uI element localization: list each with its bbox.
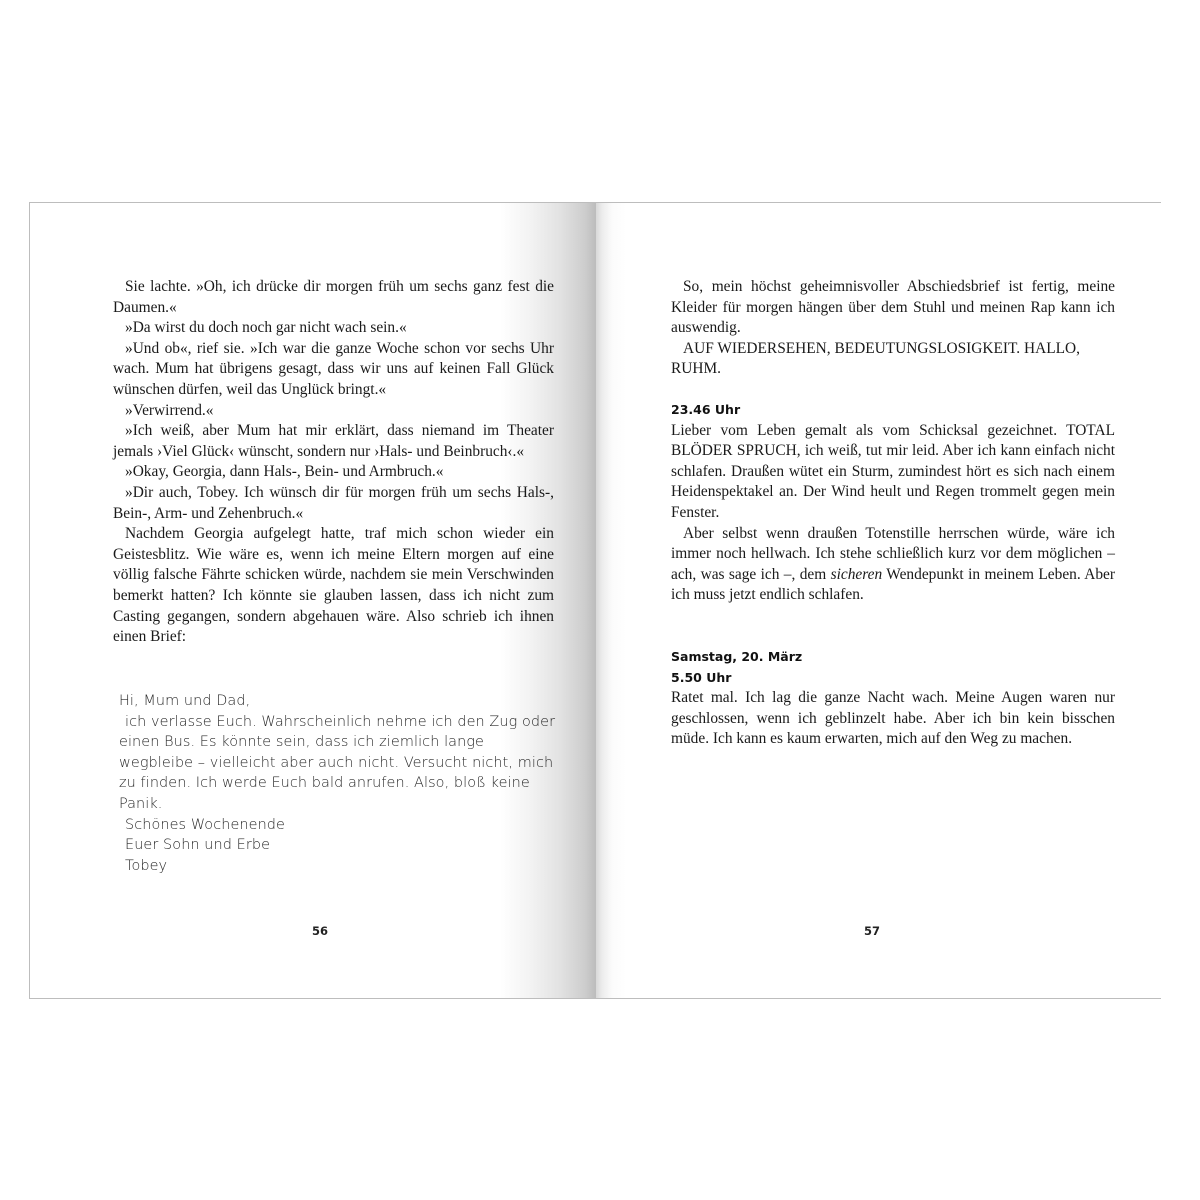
emphasis: sicheren <box>830 565 883 583</box>
paragraph: »Dir auch, Tobey. Ich wünsch dir für morgen früh um sechs Hals-, Bein-, Arm- und Zehenbruch.« <box>113 483 554 522</box>
paragraph: »Okay, Georgia, dann Hals-, Bein- und Armbruch.« <box>125 463 444 481</box>
letter-salutation: Hi, Mum und Dad, <box>119 693 251 709</box>
paragraph: Aber selbst wenn draußen Totenstille herrschen würde, wäre ich immer noch hellwach. Ich stehe schließlich kurz vor dem möglichen – ach, was sage ich –, dem sicheren Wendepunkt in meinem Leben. Aber ich muss jetzt endlich schlafen. <box>671 524 1115 604</box>
paragraph: Nachdem Georgia aufgelegt hatte, traf mich schon wieder ein Geistesblitz. Wie wäre es, wenn ich meine Eltern morgen auf eine völlig falsche Fährte schicken würde, nachdem sie mein Verschwinden bemerkt hatten? Ich könnte sie glauben lassen, dass ich nicht zum Casting gegangen, sondern abgehauen wäre. Also schrieb ich ihnen einen Brief: <box>113 525 554 646</box>
letter-body: ich verlasse Euch. Wahrscheinlich nehme ich den Zug oder einen Bus. Es könnte sein, dass ich ziemlich lange wegbleibe – vielleicht aber auch nicht. Versucht nicht, mich zu finden. Ich werde Euch bald anrufen. Also, bloß keine Panik. <box>119 713 556 812</box>
time-heading: 5.50 Uhr <box>671 669 732 685</box>
date-heading: Samstag, 20. März <box>671 648 803 664</box>
paragraph: So, mein höchst geheimnisvoller Abschiedsbrief ist fertig, meine Kleider für morgen hängen über dem Stuhl und meinen Rap kann ich auswendig. <box>671 278 1115 337</box>
paragraph: AUF WIEDERSEHEN, BEDEUTUNGSLOSIGKEIT. HALLO, RUHM. <box>671 339 1080 378</box>
letter-closing: Schönes Wochenende <box>125 816 285 833</box>
paragraph: Lieber vom Leben gemalt als vom Schicksal gezeichnet. TOTAL BLÖDER SPRUCH, ich weiß, tut mir leid. Aber ich kann einfach nicht schlafen. Draußen wütet ein Sturm, zumindest hört es sich nach einem Heidenspektakel an. Der Wind heult und Regen trommelt gegen mein Fenster. <box>671 421 1115 521</box>
page-number: 56 <box>312 924 329 938</box>
paragraph: »Ich weiß, aber Mum hat mir erklärt, dass niemand im Theater jemals ›Viel Glück‹ wünscht, sondern nur ›Hals- und Beinbruch‹.« <box>113 422 554 460</box>
paragraph: Sie lachte. »Oh, ich drücke dir morgen früh um sechs ganz fest die Daumen.« <box>113 278 554 316</box>
paragraph: »Da wirst du doch noch gar nicht wach sein.« <box>125 319 407 337</box>
paragraph: Ratet mal. Ich lag die ganze Nacht wach. Meine Augen waren nur geschlossen, wenn ich geblinzelt habe. Aber ich bin kein bisschen müde. Ich kann es kaum erwarten, mich auf den Weg zu machen. <box>671 689 1115 748</box>
page-number: 57 <box>864 924 881 938</box>
right-page-text <box>671 277 1115 750</box>
handwritten-letter <box>119 691 557 876</box>
time-heading: 23.46 Uhr <box>671 401 741 417</box>
paragraph: »Verwirrend.« <box>125 401 214 419</box>
left-page-text <box>113 277 554 648</box>
left-page <box>30 203 596 998</box>
open-book-spread <box>29 202 1161 999</box>
right-page <box>596 203 1162 998</box>
letter-closing: Euer Sohn und Erbe <box>125 837 271 854</box>
paragraph: »Und ob«, rief sie. »Ich war die ganze Woche schon vor sechs Uhr wach. Mum hat übrigens gesagt, dass wir uns auf keinen Fall Glück wünschen dürfen, weil das Unglück bringt.« <box>113 339 554 398</box>
letter-signature: Tobey <box>125 857 168 874</box>
